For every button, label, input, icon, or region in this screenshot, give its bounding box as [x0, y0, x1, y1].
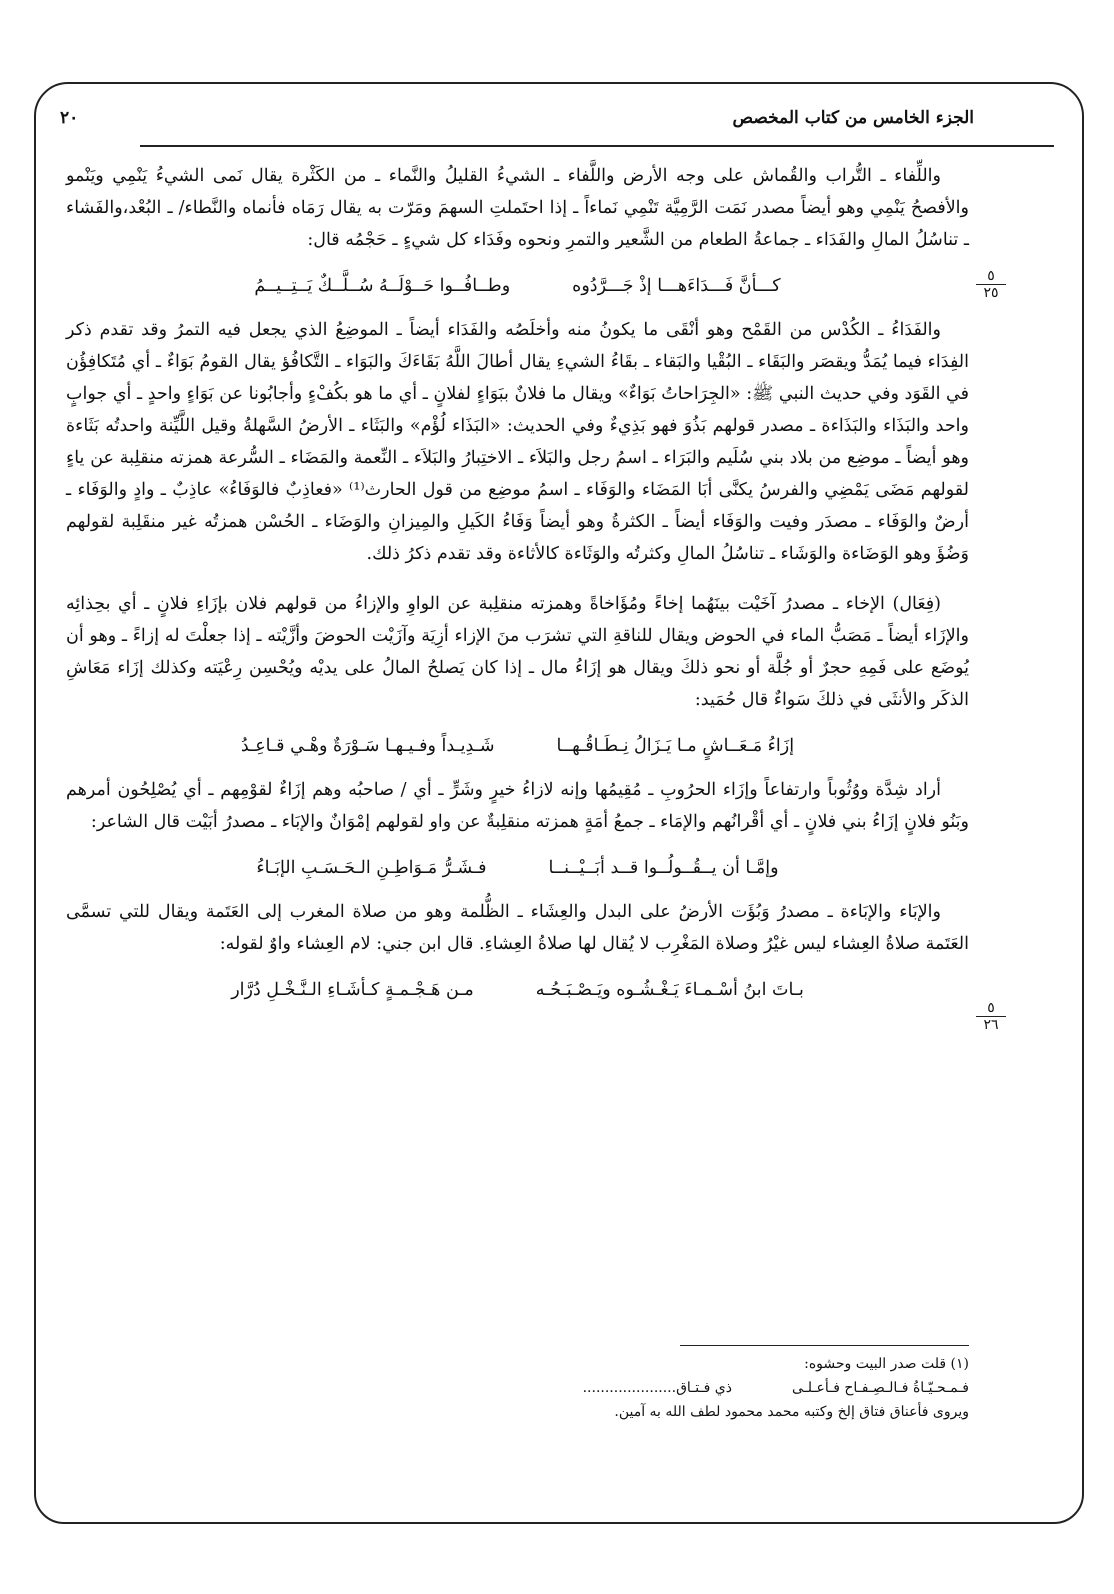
- margin-note: [976, 1000, 1006, 1033]
- footnote-verse: [120, 1376, 969, 1400]
- paragraph: والإبَاء والإبَاءة ـ مصدرُ وَبُؤَت الأرضُ على البدل والعِشَاء ـ الظُّلمة وهو من صلاة المغرب إلى العَتَمة ويقال للتي تسمَّى العَتَمة صلاةُ العِشاء ليس غيْرُ وصلاة المَغْرِب لا يُقال لها صلاةُ العِشاءِ. قال ابن جني: لام العِشاء واوٌ لقوله:: [66, 902, 969, 954]
- paragraph: واللِّفاء ـ التُّراب والقُماش على وجه الأرض واللَّفاء ـ الشيءُ القليلُ والنَّماء ـ من الكَثْرة يقال نَمى الشيءُ يَنْمِي ويَنْمو والأفصحُ يَنْمِي وهو أيضاً مصدر نَمَت الرَّمِيَّة تَنْمِي نَماءاً ـ إذا احتَملتِ السهمَ ومَرّت به يقال رَمَاه فأنماه والنَّطاء/ ـ البُعْد،والفَشاء ـ تناسُلُ المالِ والفَدَاء ـ جماعةُ الطعام من الشَّعير والتمرِ ونحوه وفَدَاء كل شيءٍ ـ حَجْمُه قال:: [66, 166, 969, 250]
- verse-second-half: فـشَـرُّ مَـوَاطِـنِ الـحَـسَـبِ الإبَـاءُ: [256, 858, 487, 878]
- footnote-1: (١) قلت صدر البيت وحشوه:: [804, 1356, 969, 1372]
- verse-first-half: بـاتَ ابنُ أسْـمـاءَ يَـغْـشُـوه ويَـصْـبَـحُـه: [535, 980, 804, 1000]
- margin-note: [976, 268, 1006, 301]
- verse: [66, 270, 969, 302]
- footnote-rule: [680, 1345, 969, 1346]
- verse-first-half: إزَاءُ مَـعَــاشٍ مـا يَـزَالُ نِـطَـاقُـهــا: [556, 736, 795, 756]
- verse-second-half: شَـدِيـداً وفـيـهـا سَـوْرَةٌ وهْـي قـاعِـدُ: [240, 736, 495, 756]
- main-text: [66, 160, 969, 1018]
- verse-second-half: مـن هَـجْـمـةٍ كـأشَـاءِ الـنَّـخْـلِ دُرَّار: [231, 980, 474, 1000]
- page-header: [60, 100, 974, 136]
- verse: [66, 852, 969, 884]
- margin-note-numerator: ٥: [987, 268, 995, 284]
- verse: [66, 730, 969, 762]
- verse-first-half: وإمَّـا أن يــقُــولُــوا قــد أبَــيْــنــا: [548, 858, 779, 878]
- running-title: الجزء الخامس من كتاب المخصص: [732, 108, 974, 128]
- footnote-verse-second-half: ذي فـتـاق.....................: [582, 1380, 732, 1396]
- page-number: ٢٠: [60, 108, 79, 128]
- verse: [66, 974, 969, 1006]
- margin-note-denominator: ٢٦: [976, 1016, 1006, 1033]
- paragraph: (فِعَال) الإخاء ـ مصدرُ آخَيْت بينَهُما إخاءً ومُؤَاخاةً وهمزته منقلِبة عن الواوِ والإزاءُ من قولهم فلان بإزَاءِ فلانٍ ـ أي بحِذائِه والإزَاء أيضاً ـ مَصَبُّ الماء في الحوض ويقال للناقةِ التي تشرَب منَ الإزاء أزِيَة وآزَيْت الحوضَ وأزَّيْته ـ إذا جعلْتَ له إزاءً ـ وهو أن يُوضَع على فَمِهِ حجرٌ أو جُلَّة أو نحو ذلكَ ويقال هو إزَاءُ مال ـ إذا كان يَصلحُ المالُ على يديْه ويُحْسِن رِعْيَته وكذلك إزَاء مَعَاشِ الذكَر والأنثَى في ذلكَ سَواءٌ قال حُمَيد:: [66, 594, 969, 710]
- paragraph: أراد شِدَّة ووُثُوباً وارتفاعاً وإزَاء الحرُوبِ ـ مُقِيمُها وإنه لازاءُ خيرٍ وشَرٍّ ـ أي / صاحبُه وهم إزَاءٌ لقوْمِهم ـ أي يُصْلِحُون أمرهم وبَنُو فلانٍ إزَاءُ بني فلانٍ ـ أي أقْرانُهم والإمَاء ـ جمعُ أمَةٍ همزته منقلِبةٌ عن واو لقولهم إمْوَانٌ والإبَاء ـ مصدرُ أبَيْت قال الشاعر:: [66, 780, 969, 832]
- margin-note-numerator: ٥: [987, 1000, 995, 1016]
- footnotes: [120, 1352, 969, 1424]
- margin-note-denominator: ٢٥: [976, 284, 1006, 301]
- footnote-verse-first-half: فـمـحـيّـاةُ فـالـصِـفـاح فـأعـلـى: [791, 1380, 969, 1396]
- verse-second-half: وطــافُــوا حَــوْلَــهُ سُــلَّــكٌ يَــتِــيــمُ: [254, 276, 511, 296]
- header-rule: [140, 145, 1054, 147]
- footnote-closing: ويروى فأعناق فتاق إلخ وكتبه محمد محمود لطف الله به آمين.: [614, 1404, 969, 1420]
- paragraph: والفَدَاءُ ـ الكُدْس من القَمْح وهو أنْقَى ما يكونُ منه وأخلَصُه والفَدَاء أيضاً ـ الموضِعُ الذي يجعل فيه التمرُ وقد تقدم ذكر الفِدَاء فيما يُمَدُّ ويقصَر والبَقَاء ـ البُقْيا والبَقاء ـ بقَاءُ الشيءِ يقال أطالَ اللَّهُ بَقَاءَكَ والبَوَاء ـ التَّكافُؤ يقال القومُ بَوَاءٌ ـ أي مُتَكافِؤُن في القَوَد وفي حديث النبي ﷺ: «الجِرَاحاتُ بَوَاءٌ» ويقال ما فلانٌ ببَوَاءٍ لفلانٍ ـ أي ما هو بكُفْءٍ وأجابُونا عن بَوَاءٍ واحدٍ ـ أي جوابٍ واحد والبَذَاء والبَذَاءة ـ مصدر قولهم بَذُوَ فهو بَذِيءٌ وفي الحديث: «البَذَاء لُؤْم» والبَثَاء ـ الأرضُ السَّهلةُ وقيل اللَّيِّنة واحدتُه بَثَاءة وهو أيضاً ـ موضِع من بلاد بني سُلَيم والبَرَاء ـ اسمُ رجل والبَلاَء ـ الاختِبارُ والبَلاَء ـ النِّعمة والمَضَاء ـ السُّرعة همزته منقلِبة عن ياءٍ لقولهم مَضَى يَمْضِي والفرسُ يكنَّى أبَا المَضَاء والوَفَاء ـ اسمُ موضِع من قول الحارث⁽¹⁾ «فعاذِبٌ فالوَفَاءُ» عاذِبٌ ـ وادٍ والوَفَاء ـ أرضٌ والوَفَاء ـ مصدَر وفيت والوَفَاء أيضاً ـ الكثرةُ وهو أيضاً وَفَاءُ الكَيلِ والمِيزانِ والوَضَاء ـ الحُسْن همزتُه غير منقَلِبة لقولهم وَضُؤَ وهو الوَضَاءة والوَشَاء ـ تناسُلُ المالِ وكثرتُه والوَثَاءة كالأثاءة وقد تقدم ذكرُ ذلك.: [66, 320, 969, 564]
- verse-first-half: كـــأنَّ فَـــدَاءَهـــا إذْ جَـــرَّدُوه: [572, 276, 781, 296]
